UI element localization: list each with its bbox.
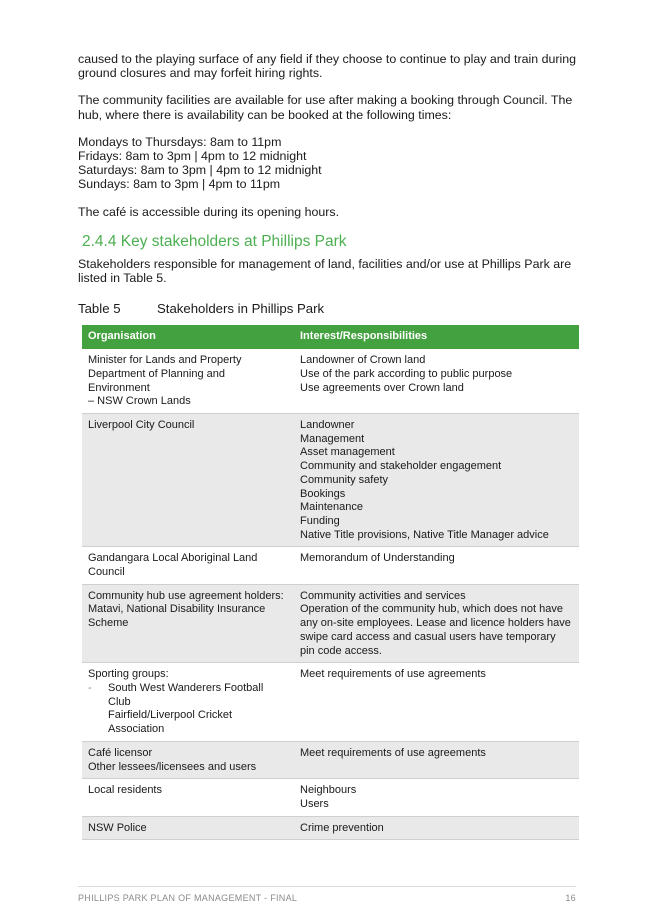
table-row <box>82 779 579 816</box>
organisation-line: Local residents <box>88 784 162 797</box>
interest-cell <box>294 816 579 840</box>
dash-bullet: - <box>88 682 92 694</box>
organisation-line: Liverpool City Council <box>88 419 195 432</box>
table-caption <box>78 301 580 317</box>
booking-time-line: Fridays: 8am to 3pm | 4pm to 12 midnight <box>78 149 307 164</box>
interest-line: Landowner of Crown land <box>300 354 426 367</box>
interest-cell <box>294 547 579 584</box>
interest-line: Community and stakeholder engagement <box>300 460 502 473</box>
organisation-line: Other lessees/licensees and users <box>88 760 257 773</box>
organisation-line: Café licensor <box>88 746 153 759</box>
booking-times <box>78 135 580 192</box>
footer-title: PHILLIPS PARK PLAN OF MANAGEMENT - FINAL <box>78 893 298 903</box>
sporting-club-name: South West Wanderers Football Club <box>108 682 264 708</box>
interest-line: Crime prevention <box>300 821 384 834</box>
booking-time-line: Sundays: 8am to 3pm | 4pm to 11pm <box>78 177 281 192</box>
organisation-line: Community hub use agreement holders: Matavi, National Disability Insurance Scheme <box>88 589 284 630</box>
interest-line: Use agreements over Crown land <box>300 381 464 394</box>
booking-time-line: Mondays to Thursdays: 8am to 11pm <box>78 134 282 149</box>
organisation-cell <box>82 414 294 547</box>
table-caption-number: Table 5 <box>78 301 121 317</box>
organisation-line: Department of Planning and Environment <box>88 367 225 394</box>
header-interest: Interest/Responsibilities <box>294 325 579 349</box>
organisation-line: Gandangara Local Aboriginal Land Council <box>88 552 258 579</box>
interest-line: Management <box>300 432 365 445</box>
organisation-line: Sporting groups: <box>88 668 169 681</box>
interest-cell <box>294 663 579 742</box>
organisation-cell <box>82 547 294 584</box>
sporting-club-name: Fairfield/Liverpool Cricket Association <box>108 709 233 736</box>
interest-line: Neighbours <box>300 784 357 797</box>
interest-line: Community activities and services <box>300 589 466 602</box>
list-item <box>88 709 288 736</box>
organisation-cell <box>82 779 294 816</box>
interest-line: Use of the park according to public purpose <box>300 367 513 380</box>
header-organisation: Organisation <box>82 325 294 349</box>
interest-line: Memorandum of Understanding <box>300 552 455 565</box>
table-row <box>82 741 579 778</box>
page-number: 16 <box>565 893 576 903</box>
table-row <box>82 816 579 840</box>
footer-divider <box>78 886 576 887</box>
paragraph-facilities: The community facilities are available for use after making a booking through Council. The hub, where there is availability can be booked at the following times: <box>78 93 573 122</box>
interest-line: Maintenance <box>300 501 363 514</box>
interest-cell <box>294 779 579 816</box>
interest-line: Asset management <box>300 446 395 459</box>
interest-line: Landowner <box>300 419 355 432</box>
organisation-cell <box>82 816 294 840</box>
table-row <box>82 547 579 584</box>
interest-line: Meet requirements of use agreements <box>300 668 486 681</box>
interest-line: Native Title provisions, Native Title Manager advice <box>300 528 549 541</box>
organisation-cell <box>82 584 294 663</box>
interest-line: Users <box>300 797 329 810</box>
interest-line: Community safety <box>300 473 389 486</box>
table-row <box>82 349 579 413</box>
organisation-line: – NSW Crown Lands <box>88 395 191 408</box>
paragraph-cafe: The café is accessible during its opening hours. <box>78 204 340 219</box>
page-footer <box>78 893 576 903</box>
interest-cell <box>294 414 579 547</box>
organisation-cell <box>82 349 294 413</box>
paragraph-ground-closures: caused to the playing surface of any field if they choose to continue to play and train during ground closures and may forfeit hiring rights. <box>78 52 577 81</box>
organisation-line: NSW Police <box>88 821 147 834</box>
table-header-row <box>82 325 579 349</box>
table-row <box>82 584 579 663</box>
organisation-cell <box>82 663 294 742</box>
interest-line: Meet requirements of use agreements <box>300 746 486 759</box>
interest-cell <box>294 741 579 778</box>
interest-line: Funding <box>300 514 340 527</box>
paragraph-stakeholders: Stakeholders responsible for management of land, facilities and/or use at Phillips Park are listed in Table 5. <box>78 256 572 286</box>
document-page <box>78 52 580 840</box>
interest-cell <box>294 349 579 413</box>
section-heading: 2.4.4 Key stakeholders at Phillips Park <box>82 232 347 250</box>
interest-cell <box>294 584 579 663</box>
table-caption-title: Stakeholders in Phillips Park <box>157 301 325 317</box>
table-row <box>82 414 579 547</box>
organisation-line: Minister for Lands and Property <box>88 354 242 367</box>
table-row <box>82 663 579 742</box>
interest-line: Bookings <box>300 487 346 500</box>
booking-time-line: Saturdays: 8am to 3pm | 4pm to 12 midnight <box>78 163 322 178</box>
list-item <box>88 682 288 709</box>
organisation-cell <box>82 741 294 778</box>
stakeholders-table <box>82 325 579 840</box>
interest-line: Operation of the community hub, which does not have any on-site employees. Lease and licence holders have swipe card access and casual users have temporary pin code access. <box>300 603 571 657</box>
